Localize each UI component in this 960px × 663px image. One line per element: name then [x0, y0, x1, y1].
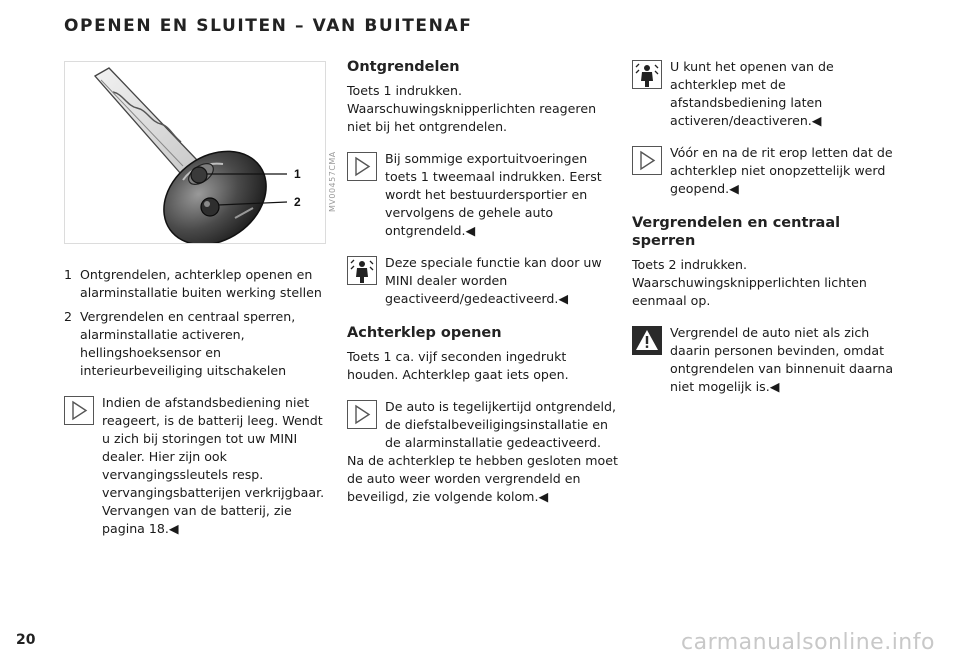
- heading-lock: Vergrendelen en centraal sperren: [632, 215, 841, 249]
- note-arrow-icon: [347, 400, 377, 429]
- trunk-text: Toets 1 ca. vijf seconden ingedrukt houden. Achterklep gaat iets open.: [347, 349, 569, 382]
- column-left: [64, 58, 337, 538]
- trip-note-text: Vóór en na de rit erop letten dat de achterklep niet onopzettelijk werd geopend.◀: [670, 145, 893, 196]
- note-arrow-icon: [632, 146, 662, 175]
- unlock-text: Toets 1 indrukken. Waarschuwingsknipperlichten reageren niet bij het ontgrendelen.: [347, 83, 597, 134]
- battery-note-text: Indien de afstandsbediening niet reageert, is de batterij leeg. Wendt u zich bij storingen tot uw MINI dealer. Hier zijn ook vervangingssleutels resp. vervangingsbatterijen verkrijgbaar. Vervangen van de batterij, zie pagina 18.◀: [102, 395, 325, 536]
- column-middle: [347, 58, 619, 506]
- trunk-note-text: De auto is tegelijkertijd ontgrendeld, de diefstalbeveiligingsinstallatie en de alarminstallatie gedeactiveerd.: [385, 399, 616, 450]
- activation-note-text: U kunt het openen van de achterklep met de afstandsbediening laten activeren/deactiveren.◀: [670, 59, 834, 128]
- warning-note: [632, 324, 902, 396]
- heading-unlock: Ontgrendelen: [347, 59, 460, 75]
- export-note-text: Bij sommige exportuitvoeringen toets 1 tweemaal indrukken. Eerst wordt het bestuurdersportier en vervolgens de gehele auto ontgrendeld.◀: [385, 151, 602, 238]
- legend-item: [64, 266, 326, 302]
- legend-number: 2: [64, 309, 73, 324]
- legend-list: [64, 266, 326, 380]
- key-figure: [64, 61, 337, 244]
- activation-note: [632, 58, 902, 130]
- export-note: [347, 150, 619, 240]
- mechanic-icon: [347, 256, 377, 285]
- remote-key-illustration: [65, 62, 325, 243]
- warning-note-text: Vergrendel de auto niet als zich daarin personen bevinden, omdat ontgrendelen van binnenuit daarna niet mogelijk is.◀: [670, 325, 894, 394]
- page-number: 20: [16, 632, 36, 648]
- figure-code: MV00457CMA: [328, 151, 337, 212]
- trunk-note-text-2: Na de achterklep te hebben gesloten moet de auto weer worden vergrendeld en beveiligd, zie volgende kolom.◀: [347, 453, 618, 504]
- column-right: [632, 58, 902, 396]
- legend-number: 1: [64, 267, 73, 282]
- mechanic-icon: [632, 60, 662, 89]
- trunk-note: [347, 398, 619, 506]
- warning-icon: [632, 326, 662, 355]
- dealer-note-text: Deze speciale functie kan door uw MINI dealer worden geactiveerd/gedeactiveerd.◀: [385, 255, 602, 306]
- note-arrow-icon: [64, 396, 94, 425]
- callout-1: 1: [294, 167, 301, 181]
- lock-text: Toets 2 indrukken. Waarschuwingsknipperlichten lichten eenmaal op.: [632, 257, 867, 308]
- callout-2: 2: [294, 195, 301, 209]
- note-arrow-icon: [347, 152, 377, 181]
- legend-item: [64, 308, 326, 380]
- legend-text: Ontgrendelen, achterklep openen en alarminstallatie buiten werking stellen: [80, 267, 322, 300]
- watermark: carmanualsonline.info: [681, 630, 935, 655]
- heading-trunk: Achterklep openen: [347, 325, 502, 341]
- trip-note: [632, 144, 902, 198]
- dealer-note: [347, 254, 619, 308]
- legend-text: Vergrendelen en centraal sperren, alarminstallatie activeren, hellingshoeksensor en interieurbeveiliging uitschakelen: [80, 309, 296, 378]
- battery-note: [64, 394, 326, 538]
- page-title: OPENEN EN SLUITEN – VAN BUITENAF: [64, 16, 473, 36]
